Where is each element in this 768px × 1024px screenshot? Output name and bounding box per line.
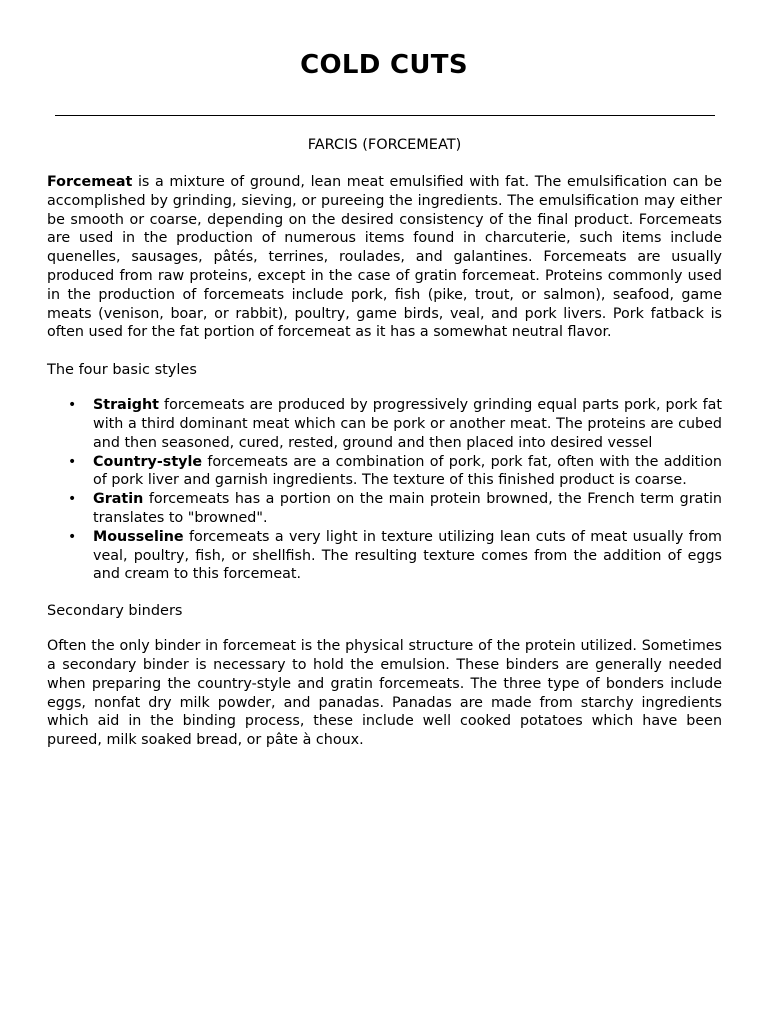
style-term: Country-style xyxy=(93,453,203,470)
style-description: forcemeats has a portion on the main protein browned, the French term gratin translates to "browned". xyxy=(93,491,722,526)
style-description: forcemeats are a combination of pork, pork fat, often with the addition of pork liver and garnish ingredients. The texture of this finished product is coarse. xyxy=(93,453,722,489)
styles-list xyxy=(47,396,722,584)
style-term: Mousseline xyxy=(93,528,184,545)
intro-text: is a mixture of ground, lean meat emulsified with fat. The emulsification can be accomplished by grinding, sieving, or pureeing the ingredients. The emulsification may either be smooth or coarse, depending on the desired consistency of the final product. Forcemeats are used in the production of numerous items found in charcuterie, such items include quenelles, sausages, pâtés, terrines, roulades, and galantines. Forcemeats are usually produced from raw proteins, except in the case of gratin forcemeat. Proteins commonly used in the production of forcemeats include pork, fish (pike, trout, or salmon), seafood, game meats (venison, boar, or rabbit), poultry, game birds, veal, and pork livers. Pork fatback is often used for the fat portion of forcemeat as it has a somewhat neutral flavor. xyxy=(47,174,722,341)
title-divider xyxy=(55,115,715,116)
bullet-icon: • xyxy=(68,397,77,414)
intro-paragraph xyxy=(47,173,722,342)
style-item-straight xyxy=(68,396,722,452)
bullet-icon: • xyxy=(68,453,77,470)
style-item-gratin xyxy=(68,490,722,528)
bullet-icon: • xyxy=(68,528,77,545)
binders-paragraph: Often the only binder in forcemeat is the physical structure of the protein utilized. Sometimes a secondary binder is necessary to hold the emulsion. These binders are generally needed when preparing the country-style and gratin forcemeats. The three type of bonders include eggs, nonfat dry milk powder, and panadas. Panadas are made from starchy ingredients which aid in the binding process, these include well cooked potatoes which have been pureed, milk soaked bread, or pâte à choux. xyxy=(47,638,722,749)
style-description: forcemeats are produced by progressively grinding equal parts pork, pork fat with a third dominant meat which can be pork or another meat. The proteins are cubed and then seasoned, cured, rested, ground and then placed into desired vessel xyxy=(93,397,722,451)
section-heading: FARCIS (FORCEMEAT) xyxy=(307,137,462,153)
style-term: Gratin xyxy=(93,491,144,508)
bullet-icon: • xyxy=(68,491,77,508)
document-body xyxy=(47,135,722,750)
binders-heading: Secondary binders xyxy=(47,603,183,620)
style-description: forcemeats a very light in texture utilizing lean cuts of meat usually from veal, poultry, fish, or shellfish. The resulting texture comes from the addition of eggs and cream to this forcemeat. xyxy=(93,528,722,583)
style-item-country-style xyxy=(68,453,722,491)
style-item-mousseline xyxy=(68,528,722,584)
intro-lead-term: Forcemeat xyxy=(47,174,133,190)
styles-heading: The four basic styles xyxy=(47,362,197,379)
document-title: COLD CUTS xyxy=(300,50,468,80)
style-term: Straight xyxy=(93,397,159,414)
